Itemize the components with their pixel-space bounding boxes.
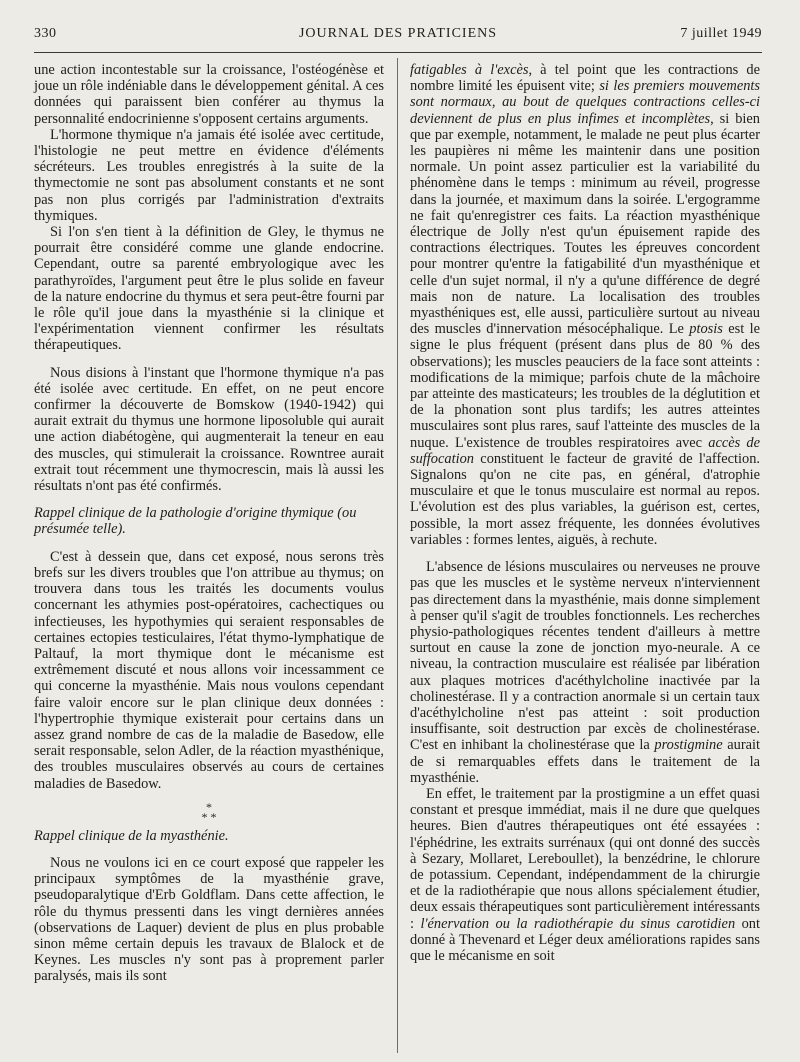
paragraph: fatigables à l'excès, à tel point que les contractions de nombre limité les épuisent vite; si les premiers mouvements sont normaux, au bout de quelques contractions celles-ci deviennent de plus en plus infimes et incomplètes, si bien que par exemple, notamment, le malade ne peut plus écarter les paupières ni même les maintenir dans une position normale. Un point assez particulier est la variabilité du phénomène dans le temps : minimum au réveil, progresse dans la journée, et maximum dans la soirée. L'ergogramme ne fait qu'enregistrer ces faits. La réaction myasthénique électrique de Jolly n'est qu'un épuisement rapide des contractions électriques. Toutes les épreuves concordent pour montrer qu'entre la fatigabilité d'un myasthénique et celle d'un sujet normal, il n'y a qu'une différence de degré mais non de nature. La localisation des troubles myasthéniques est, elle aussi, particulière surtout au niveau des muscles d'innervation mésocéphalique. Le ptosis est le signe le plus fréquent (présent dans plus de 80 % des observations); les muscles peauciers de la face sont atteints : modifications de la mimique; parfois chute de la mâchoire par atteinte des masticateurs; les troubles de la déglutition et de la phonation sont plus tardifs; les autres atteintes musculaires sont plus rares, sauf l'atteinte des muscles de la nuque. L'existence de troubles respiratoires avec accès de suffocation constituent le facteur de gravité de l'affection. Signalons qu'on ne cite pas, en général, d'atrophie musculaire et que le tonus musculaire est normal au repos. L'évolution est des plus variables, la guérison est, certes, possible, la mort assez fréquente, les données évolutives variables : formes lentes, aiguës, à rechute.: [410, 62, 761, 548]
paragraph: Nous ne voulons ici en ce court exposé que rappeler les principaux symptômes de la myasthénie grave, pseudoparalytique d'Erb Goldflam. Dans cette affection, le rôle du thymus pressenti dans les vingt dernières années (observations de Laquer) devient de plus en plus probable sinon même certain depuis les travaux de Blalock et de Keynes. Les muscles n'y sont pas à proprement parler paralysés, mais ils sont: [34, 854, 384, 985]
paragraph: En effet, le traitement par la prostigmine a un effet quasi constant et presque immédiat, mais il ne dure que quelques heures. Bien d'autres thérapeutiques ont été essayées : l'éphédrine, les extraits surrénaux (qui ont donné des succès à Sezary, Mollaret, Lereboullet), la benzédrine, le chlorure de potassium. Cependant, indépendamment de la chirurgie et de la radiothérapie que nous allons spécialement étudier, deux essais thérapeutiques sont particulièrement intéressants : l'énervation ou la radiothérapie du sinus carotidien ont donné à Thevenard et Léger deux améliorations rapides sans que le mécanisme en soit: [410, 785, 760, 964]
page-number: 330: [34, 26, 57, 41]
header-rule: [34, 52, 762, 53]
section-heading: Rappel clinique de la pathologie d'origine thymique (ou présumée telle).: [34, 505, 357, 538]
italic-text: fatigables à l'excès: [410, 62, 529, 78]
italic-text: ptosis: [689, 321, 723, 338]
section-heading: Rappel clinique de la myasthénie.: [34, 827, 229, 844]
italic-text: prostigmine: [654, 737, 723, 754]
paragraph: une action incontestable sur la croissance, l'ostéogénèse et joue un rôle indéniable dans le développement génital. A ces données qui paraissent bien conférer au thymus la personnalité endocrinienne s'opposent certains arguments.: [34, 62, 384, 127]
separator-star-top: *: [206, 799, 212, 814]
left-column: [34, 62, 384, 985]
issue-date: 7 juillet 1949: [680, 26, 762, 41]
italic-text: si les premiers mouvements sont normaux, au bout de quelques contractions celles-ci deviennent de plus en plus infimes et incomplètes: [410, 78, 761, 127]
paragraph: Si l'on s'en tient à la définition de Gley, le thymus ne pourrait être considéré comme une glande endocrine. Cependant, outre sa parenté embryologique avec les parathyroïdes, l'argument peut être le plus solide en faveur de la nature endocrine du thymus et sera peut-être fourni par le rôle qu'il joue dans la myasthénie si la clinique et l'expérimentation viennent confirmer les résultats thérapeutiques.: [34, 224, 384, 354]
separator-stars-bottom: * *: [201, 809, 217, 824]
column-divider: [397, 58, 398, 1053]
page-header: [34, 26, 762, 48]
paragraph: C'est à dessein que, dans cet exposé, nous serons très brefs sur les divers troubles que l'on attribue au thymus; on trouvera dans tous les traités les documents voulus concernant les athymies post-opératoires, cachectiques ou infectieuses, les hypothymies qui seraient responsables de certaines ectopies testiculaires, l'état thymo-lymphatique de Paltauf, la mort thymique dont le mécanisme est extrêmement discuté et nous allons voir incessamment ce qui concerne la myasthénie. Mais nous voulons cependant faire valoir encore sur le plan clinique deux données : l'hypertrophie thymique existerait pour certains dans un assez grand nombre de cas de la maladie de Basedow, elle serait responsable, selon Adler, de la réaction myasthénique, des troubles musculaires observés au cours de certaines maladies de Basedow.: [34, 548, 384, 792]
paragraph: L'hormone thymique n'a jamais été isolée avec certitude, l'histologie ne peut mettre en évidence d'éléments sécréteurs. Les troubles enregistrés à la suite de la thymectomie ne sont pas absolument constants et ne sont pas non plus corrigés par l'administration d'extraits thymiques.: [34, 126, 384, 224]
right-column: [410, 62, 760, 964]
journal-title: JOURNAL DES PRATICIENS: [298, 26, 498, 41]
italic-text: accès de suffocation: [410, 434, 760, 467]
italic-text: l'énervation ou la radiothérapie du sinus carotidien: [420, 915, 736, 932]
paragraph: Nous disions à l'instant que l'hormone thymique n'a pas été isolée avec certitude. En effet, on ne peut encore confirmer la découverte de Bomskow (1940-1942) qui aurait extrait du thymus une hormone liposoluble qui aurait une action diabétogène, qui augmenterait la teneur en eau des muscles, qui stimulerait la croissance. Rowntree aurait extrait tout récemment une thymocrescin, mais là aussi les résultats n'ont pas été confirmés.: [34, 364, 384, 495]
section-separator: [34, 799, 384, 824]
paragraph: L'absence de lésions musculaires ou nerveuses ne prouve pas que les muscles et le système nerveux n'interviennent pas directement dans la myasthénie, mais donne simplement à penser qu'il s'agit de troubles fonctionnels. Les recherches physio-pathologiques récentes tendent d'ailleurs à mettre surtout en cause la zone de jonction myo-neurale. A ce niveau, la contraction musculaire est réalisée par libération aux plaques motrices d'acéthylcholine inactivée par la cholinestérase. Il y a contraction anormale si un certain taux d'acéthylcholine n'est pas atteint : soit production insuffisante, soit destruction par excès de cholinestérase. C'est en inhibant la cholinestérase que la prostigmine aurait de si remarquables effets dans le traitement de la myasthénie.: [410, 559, 760, 786]
